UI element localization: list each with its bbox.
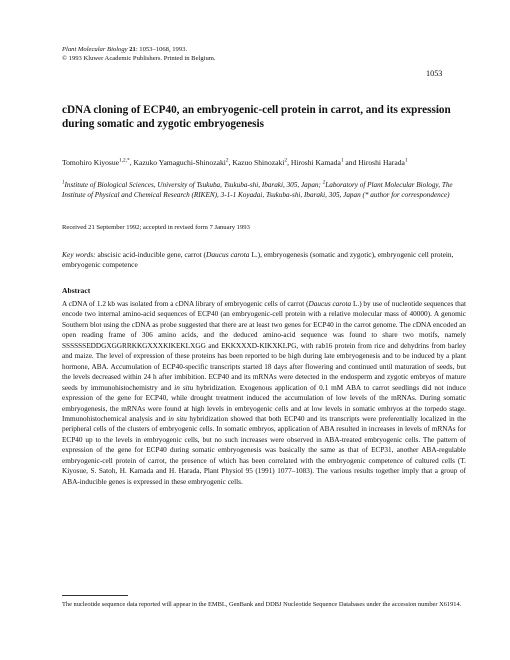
keywords-label: Key words:	[62, 250, 96, 259]
author-name: Kazuko Yamaguchi-Shinozaki	[133, 158, 226, 167]
paper-title: cDNA cloning of ECP40, an embryogenic-cell protein in carrot, and its expression during somatic and zygotic embryogenesis	[62, 104, 451, 130]
journal-citation	[62, 46, 216, 55]
author-affiliation-mark: 2	[225, 157, 229, 164]
footnote: The nucleotide sequence data reported will appear in the EMBL, GenBank and DDBJ Nucleotide Sequence Databases under the accession number X61914.	[62, 601, 462, 608]
abstract-body: A cDNA of 1.2 kb was isolated from a cDNA library of embryogenic cells of carrot (Daucus carota L.) by use of nucleotide sequences that encode two internal amino-acid sequences of ECP40 (an embryogenic-cell protein with a relative molecular mass of 40000). A genomic Southern blot using the cDNA as probe suggested that there are at least two genes for ECP40 in the carrot genome. The cDNA encoded an open reading frame of 306 amino acids, and the deduced amino-acid sequence was found to share two motifs, namely SSSSSSEDDGXGGRRKKGXXXKIKEKLXGG and EKKXXXD-KIKXKLPG, with rab16 protein from rice and dehydrins from barley and maize. The level of expression of these proteins has been reported to be high during late embryogenesis and to be induced by a plant hormone, ABA. Accumulation of ECP40-specific transcripts started 18 days after flowering and continued until maturation of seeds, but the levels decreased within 24 h after imbibition. ECP40 and its mRNAs were detected in the endosperm and zygotic embryos of mature seeds by immunohistochemistry and in situ hybridization. Exogenous application of 0.1 mM ABA to carrot seedlings did not induce expression of the gene for ECP40, while drought treatment induced the accumulation of low levels of the mRNAs. During somatic embryogenesis, the mRNAs were found at high levels in embryogenic cells and at low levels in somatic embryos at the torpedo stage. Immunohistochemical analysis and in situ hybridization showed that both ECP40 and its transcripts were preferentially localized in the peripheral cells of the clusters of embryogenic cells. In somatic embryos, application of ABA resulted in increases in levels of mRNAs for ECP40 up to the levels in embryogenic cells, but no such increases were observed in ABA-treated embryogenic cells. The pattern of expression of the gene for ECP40 during somatic embryogenesis was basically the same as that of ECP31, another ABA-regulable embryogenic-cell protein of carrot, the presence of which has been correlated with the embryogenic competence of cultured cells (T. Kiyosue, S. Satoh, H. Kamada and H. Harada, Plant Physiol 95 (1991) 1077–1083). The various results together imply that a group of ABA-inducible genes is expressed in these embryogenic cells.	[62, 300, 466, 486]
abstract-heading: Abstract	[62, 286, 91, 295]
author-name: Kazuo Shinozaki	[232, 158, 285, 167]
footnote-rule	[62, 595, 128, 596]
species-name: Daucus carota	[308, 300, 352, 308]
author-affiliation-mark: 1	[404, 157, 408, 164]
author-name: Hiroshi Kamada	[290, 158, 341, 167]
author-affiliation-mark: 1,2,*	[119, 157, 130, 164]
author-list: Tomohiro Kiyosue$^{1,2,*}$, Kazuko Yamaguchi-Shinozaki$^2$, Kazuo Shinozaki$^2$, Hiroshi Kamada$^1$ and Hiroshi Harada$^1$	[62, 157, 408, 167]
copyright-line: © 1993 Kluwer Academic Publishers. Printed in Belgium.	[62, 54, 216, 62]
author-name: Tomohiro Kiyosue	[62, 158, 120, 167]
journal-pages: : 1053–1068, 1993.	[135, 46, 188, 53]
page-number: 1053	[426, 69, 443, 78]
affiliations: $^1$Institute of Biological Sciences, University of Tsukuba, Tsukuba-shi, Ibaraki, 305, Japan; $^2$Laboratory of Plant Molecular Biology, The Institute of Physical and Chemical Research (RIKEN), 3-1-1 Koyadai, Tsukuba-shi, Ibaraki, 305, Japan (* author for correspondence)	[62, 180, 453, 199]
author-name: Hiroshi Harada	[358, 158, 405, 167]
author-affiliation-mark: 1	[340, 157, 344, 164]
journal-volume: 21	[129, 46, 136, 53]
received-dates: Received 21 September 1992; accepted in revised form 7 January 1993	[62, 224, 250, 231]
keywords: Key words: abscisic acid-inducible gene, carrot (Daucus carota L.), embryogenesis (somatic and zygotic), embryogenic cell protein, embryogenic competence	[62, 250, 454, 269]
author-affiliation-mark: 2	[284, 157, 288, 164]
species-name: Daucus carota	[206, 250, 250, 259]
journal-name: Plant Molecular Biology	[62, 46, 128, 53]
journal-header	[62, 46, 216, 63]
